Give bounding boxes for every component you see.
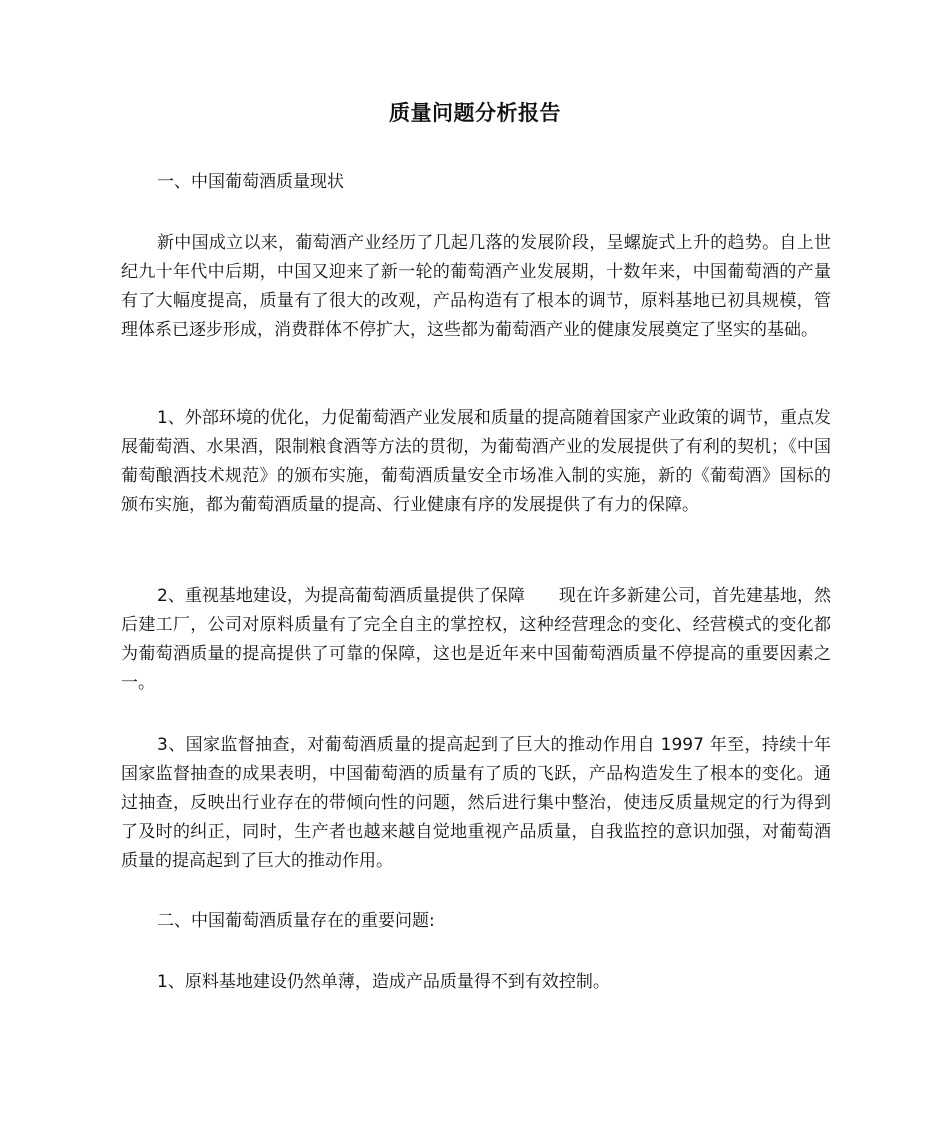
paragraph-point-2: 2、重视基地建设，为提高葡萄酒质量提供了保障 现在许多新建公司，首先建基地，然后建工厂，公司对原料质量有了完全自主的掌控权，这种经营理念的变化、经营模式的变化都为葡萄酒质量的提高提供了可靠的保障，这也是近年来中国葡萄酒质量不停提高的重要因素之一。 [121, 586, 831, 693]
paragraph-point-1: 1、外部环境的优化，力促葡萄酒产业发展和质量的提高随着国家产业政策的调节，重点发展葡萄酒、水果酒，限制粮食酒等方法的贯彻，为葡萄酒产业的发展提供了有利的契机；《中国葡萄酿酒技术规范》的颁布实施，葡萄酒质量安全市场准入制的实施，新的《葡萄酒》国标的颁布实施，都为葡萄酒质量的提高、行业健康有序的发展提供了有力的保障。 [121, 408, 831, 515]
section-heading-1: 一、中国葡萄酒质量现状 [157, 172, 344, 192]
paragraph-point-3: 3、国家监督抽查，对葡萄酒质量的提高起到了巨大的推动作用自 1997 年至，持续十年国家监督抽查的成果表明，中国葡萄酒的质量有了质的飞跃，产品构造发生了根本的变化。通过抽查，反映出行业存在的带倾向性的问题，然后进行集中整治，使违反质量规定的行为得到了及时的纠正，同时，生产者也越来越自觉地重视产品质量，自我监控的意识加强，对葡萄酒质量的提高起到了巨大的推动作用。 [121, 735, 831, 871]
paragraph-intro: 新中国成立以来，葡萄酒产业经历了几起几落的发展阶段，呈螺旋式上升的趋势。自上世纪九十年代中后期，中国又迎来了新一轮的葡萄酒产业发展期，十数年来，中国葡萄酒的产量有了大幅度提高，质量有了很大的改观，产品构造有了根本的调节，原料基地已初具规模，管理体系已逐步形成，消费群体不停扩大，这些都为葡萄酒产业的健康发展奠定了坚实的基础。 [121, 233, 831, 340]
section-heading-2: 二、中国葡萄酒质量存在的重要问题: [157, 911, 435, 931]
paragraph-issue-1: 1、原料基地建设仍然单薄，造成产品质量得不到有效控制。 [157, 972, 610, 992]
document-title: 质量问题分析报告 [389, 101, 561, 125]
